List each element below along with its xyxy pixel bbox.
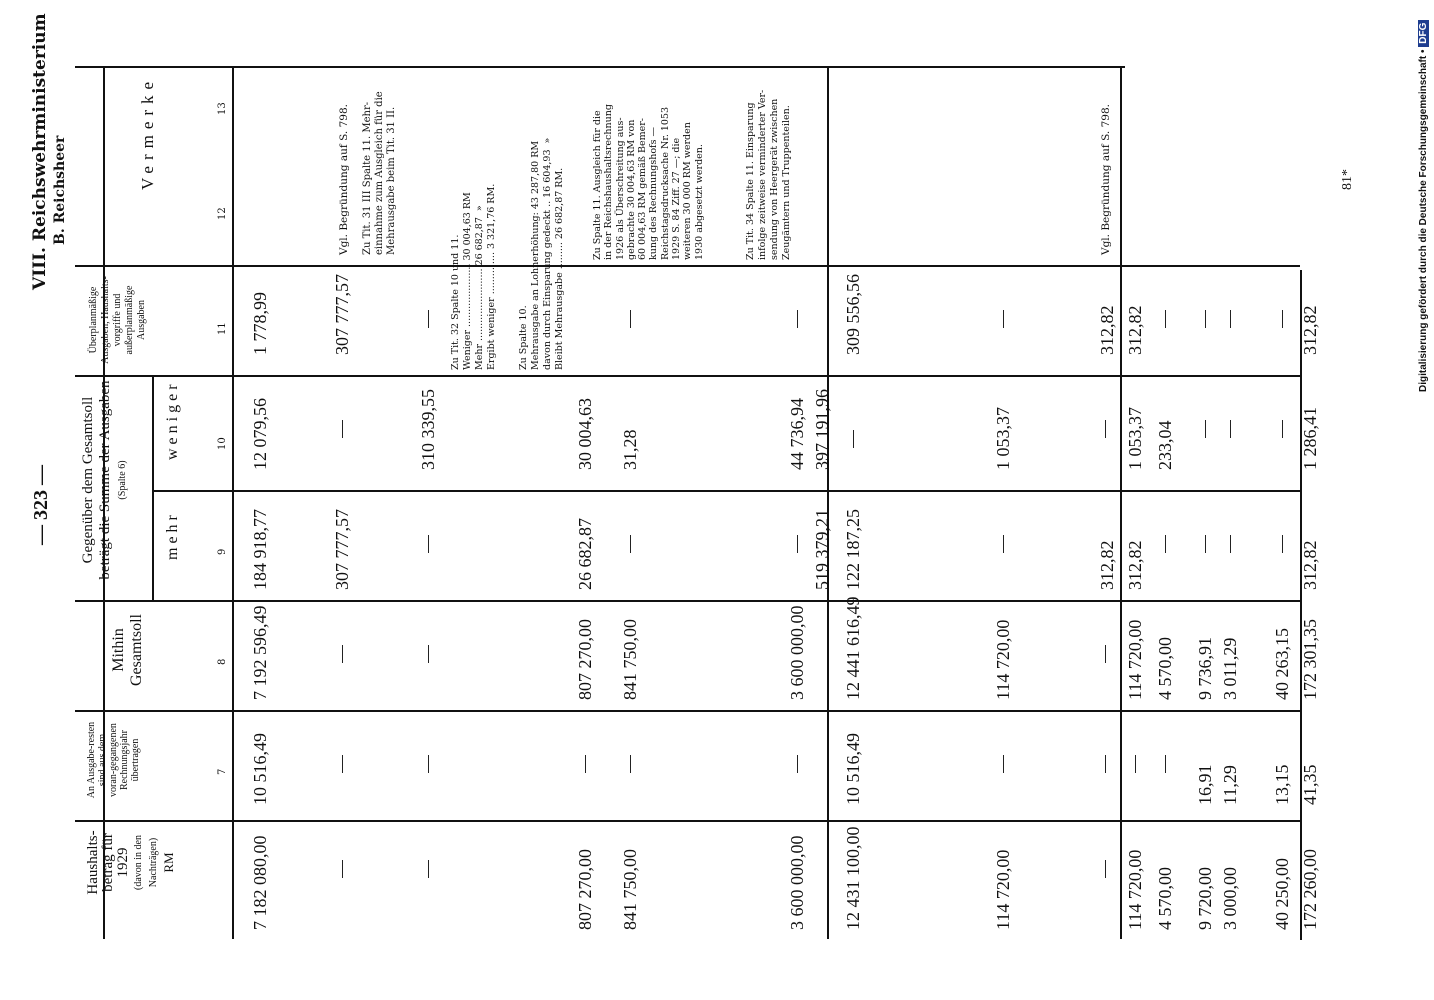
dash (1282, 310, 1283, 328)
dash (630, 755, 631, 773)
dash (630, 310, 631, 328)
rule-total2 (1120, 66, 1122, 939)
digitization-text: Digitalisierung gefördert durch die Deutsche Forschungsgemeinschaft • (1418, 49, 1429, 392)
colnum-10: 10 (217, 437, 228, 450)
cell-r7-c10a: 519 379,21 (812, 509, 832, 590)
dash (342, 645, 343, 663)
header-col10-11-group (80, 375, 131, 585)
cell-r8-c11: 1 053,37 (993, 407, 1013, 470)
cell-r8-c7: 114 720,00 (993, 849, 1013, 930)
cell-r7-c10b: 122 187,25 (843, 509, 863, 590)
cell-r12-c8: 16,91 (1195, 764, 1215, 805)
cell-r15-c8: 41,35 (1300, 764, 1320, 805)
remark-2: Zu Tit. 31 III Spalte 11. Mehr- einnahme zum Ausgleich für die Mehrausgabe beim Tit. 31 II. (362, 91, 397, 255)
cell-r10-c10: 312,82 (1125, 540, 1145, 590)
cell-r6-c7: 3 600 000,00 (787, 835, 807, 930)
cell-r10-c12: 312,82 (1125, 305, 1145, 355)
page-number: — 323 — (30, 465, 52, 545)
rule-total1 (827, 66, 829, 939)
dash (342, 755, 343, 773)
dash (1230, 310, 1231, 328)
subsection-title: B. Reichsheer (52, 135, 68, 245)
dash (1165, 310, 1166, 328)
cell-r1-c11: 12 079,56 (250, 398, 270, 470)
cell-r1-c7: 7 182 080,00 (250, 835, 270, 930)
dash (1105, 755, 1106, 773)
cell-r12-c9: 9 736,91 (1195, 637, 1215, 700)
cell-r13-c9: 3 011,29 (1220, 637, 1240, 700)
cell-r13-c7: 3 000,00 (1220, 867, 1240, 930)
dash (1205, 535, 1206, 553)
cell-r13-c8: 11,29 (1220, 765, 1240, 805)
remark-5: Zu Spalte 11. Ausgleich für die in der Reichshaushaltsrechnung 1926 als Überschreitung aus- gebrachte 30 004,63 RM von 60 004,63 RM gemäß Bemer- kung des Rechnungshofs — Reichstagsdrucksache Nr. 1053 1929 S. 84 Ziff. 27 —; die weiteren 30 000 RM werden 1930 abgesetzt werden. (592, 104, 705, 260)
rule-col7-8 (75, 820, 1300, 822)
dash (853, 430, 854, 448)
cell-r6-c9: 3 600 000,00 (787, 605, 807, 700)
dash (1003, 310, 1004, 328)
dash (428, 755, 429, 773)
dash (1165, 755, 1166, 773)
cell-r14-c9: 40 263,15 (1272, 628, 1292, 700)
cell-r15-c9: 172 301,35 (1300, 619, 1320, 700)
header-col8-title: An Ausgabe-resten sind aus dem voran-gegangenen Rechnungsjahr übertragen (86, 721, 141, 799)
rule-col8-9 (75, 710, 1300, 712)
dash (428, 535, 429, 553)
cell-r4-c9: 807 270,00 (575, 619, 595, 700)
header-col7 (86, 820, 176, 905)
cell-r11-c9: 4 570,00 (1155, 637, 1175, 700)
cell-r10-c11: 1 053,37 (1125, 407, 1145, 470)
header-col11: weniger (164, 380, 181, 460)
dash (1105, 645, 1106, 663)
cell-r8-c9: 114 720,00 (993, 619, 1013, 700)
cell-r14-c8: 13,15 (1272, 764, 1292, 805)
remark-4: Zu Spalte 10. Mehrausgabe an Lohnerhöhung: 43 287,80 RM davon durch Einsparung gedeckt .. 16 604,93 » Bleibt Mehrausgabe ......... 26 682,87 RM. (518, 137, 565, 370)
remark-1: Vgl. Begründung auf S. 798. (338, 104, 350, 255)
cell-r10-c7: 114 720,00 (1125, 849, 1145, 930)
header-col13: Vermerke (138, 75, 157, 190)
dash (1282, 535, 1283, 553)
dfg-logo: DFG (1418, 20, 1429, 47)
dash (1135, 755, 1136, 773)
dash (1003, 755, 1004, 773)
cell-r1-c8: 10 516,49 (250, 733, 270, 805)
cell-r1-c10: 184 918,77 (250, 509, 270, 590)
cell-r7-c8: 10 516,49 (843, 733, 863, 805)
header-col7-unit: RM (161, 852, 176, 873)
cell-r1-c9: 7 192 596,49 (250, 605, 270, 700)
section-title: VIII. Reichswehrministerium (30, 13, 50, 290)
rule-col10-11 (152, 490, 1300, 492)
cell-r7-c7: 12 431 100,00 (843, 826, 863, 930)
colnum-12: 12 (217, 207, 228, 220)
rule-col12-13 (75, 265, 1300, 267)
header-col10: mehr (164, 511, 181, 560)
colnum-11: 11 (217, 322, 228, 335)
cell-r15-c12: 312,82 (1300, 305, 1320, 355)
cell-r15-c7: 172 260,00 (1300, 849, 1320, 930)
dash (1205, 420, 1206, 438)
cell-r5-c11: 31,28 (620, 429, 640, 470)
cell-r10-c9: 114 720,00 (1125, 619, 1145, 700)
cell-r9-c10: 312,82 (1097, 540, 1117, 590)
cell-r5-c9: 841 750,00 (620, 619, 640, 700)
colnum-7: 7 (217, 768, 228, 775)
header-group-sub: (Spalte 6) (117, 460, 128, 500)
header-col7-title: Haushalts-betrag für 1929 (85, 830, 131, 895)
cell-r11-c11: 233,04 (1155, 420, 1175, 470)
rule-total3 (1300, 270, 1302, 940)
header-col8 (86, 720, 141, 800)
cell-r15-c10: 312,82 (1300, 540, 1320, 590)
cell-r5-c7: 841 750,00 (620, 849, 640, 930)
cell-r9-c12: 312,82 (1097, 305, 1117, 355)
dash (797, 310, 798, 328)
rule-col11-12 (75, 375, 1300, 377)
cell-r4-c11: 30 004,63 (575, 398, 595, 470)
dash (428, 310, 429, 328)
cell-r6-c11: 44 736,94 (787, 398, 807, 470)
header-group-title: Gegenüber dem Gesamtsoll beträgt die Summe der Ausgaben (80, 380, 113, 580)
header-col9-title: Mithin Gesamtsoll (110, 614, 145, 686)
rule-header-bottom (232, 66, 234, 939)
dash (342, 420, 343, 438)
cell-r15-c11: 1 286,41 (1300, 407, 1320, 470)
dash (1230, 420, 1231, 438)
dash (797, 755, 798, 773)
remark-6: Zu Tit. 34 Spalte 11. Einsparung infolge zeitweise verminderter Ver- sendung von Heergerät zwischen Zeugämtern und Truppenteilen. (745, 89, 792, 260)
dash (1003, 535, 1004, 553)
remark-7: Vgl. Begründung auf S. 798. (1100, 104, 1112, 255)
dash (797, 535, 798, 553)
cell-r2-c10: 307 777,57 (332, 509, 352, 590)
header-col12-title: Überplanmäßige Ausgaben, Haushalts-vorgriffe und außerplanmäßige Ausgaben (88, 276, 147, 364)
cell-r4-c7: 807 270,00 (575, 849, 595, 930)
dash (585, 755, 586, 773)
remark-3: Zu Tit. 32 Spalte 10 und 11. Weniger ..................... 30 004,63 RM Mehr ........................ 26 682,87 » Ergibt weniger .............. 3 321,76 RM. (450, 183, 497, 370)
cell-r1-c12: 1 778,99 (250, 292, 270, 355)
footer-mark: 81* (1340, 169, 1355, 190)
dash (630, 535, 631, 553)
rule-subheader (152, 375, 154, 600)
cell-r2-c12: 307 777,57 (332, 274, 352, 355)
dash (1105, 420, 1106, 438)
cell-r7-c9: 12 441 616,49 (843, 596, 863, 700)
dash (428, 860, 429, 878)
header-col12 (88, 275, 148, 365)
dash (1165, 535, 1166, 553)
cell-r14-c7: 40 250,00 (1272, 858, 1292, 930)
dash (1105, 860, 1106, 878)
header-col9 (110, 610, 146, 690)
cell-r3-c11: 310 339,55 (418, 389, 438, 470)
cell-r11-c7: 4 570,00 (1155, 867, 1175, 930)
colnum-8: 8 (217, 658, 228, 665)
cell-r7-c11a: 397 191,96 (812, 389, 832, 470)
dash (428, 645, 429, 663)
dash (1282, 420, 1283, 438)
dash (1205, 310, 1206, 328)
cell-r7-c12: 309 556,56 (843, 274, 863, 355)
cell-r12-c7: 9 720,00 (1195, 867, 1215, 930)
header-col7-sub: (davon in den Nachträgen) (133, 835, 159, 890)
colnum-9: 9 (217, 548, 228, 555)
digitization-note (1418, 20, 1429, 392)
rule-col9-10 (75, 600, 1300, 602)
dash (342, 860, 343, 878)
colnum-13: 13 (217, 102, 228, 115)
dash (1230, 535, 1231, 553)
cell-r4-c10: 26 682,87 (575, 518, 595, 590)
